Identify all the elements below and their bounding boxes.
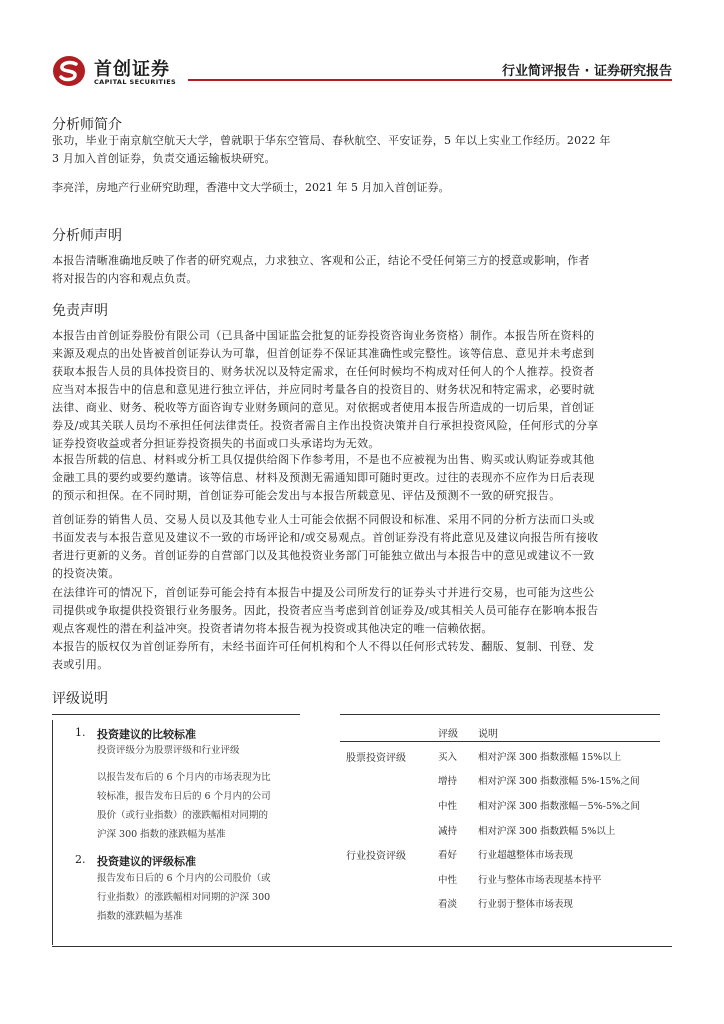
rating-cell: 看好 xyxy=(438,850,458,861)
disclaimer-line: 本报告的版权仅为首创证券所有，未经书面许可任何机构和个人不得以任何形式转发、翻版、复制、刊登、发 xyxy=(52,640,595,653)
criteria-line: 沪深 300 指数的涨跌幅为基准 xyxy=(97,829,226,840)
rating-desc-cell: 行业弱于整体市场表现 xyxy=(478,899,574,910)
industry-rating-label: 行业投资评级 xyxy=(346,851,406,862)
rating-heading: 评级说明 xyxy=(52,691,108,707)
header-divider xyxy=(188,79,672,81)
criteria-line: 以报告发布后的 6 个月内的市场表现为比 xyxy=(97,772,271,783)
criteria-item2-number: 2. xyxy=(75,853,86,866)
disclaimer-line: 表或引用。 xyxy=(52,658,109,671)
criteria-line: 行业指数）的涨跌幅相对同期的沪深 300 xyxy=(97,892,271,903)
criteria-line: 指数的涨跌幅为基准 xyxy=(97,911,183,922)
criteria-item2-text xyxy=(97,869,297,926)
criteria-item2-title: 投资建议的评级标准 xyxy=(97,855,196,868)
rating-top-rule-left xyxy=(52,714,300,715)
disclaimer-line: 的预示和担保。在不同时期，首创证券可能会发出与本报告所载意见、评估及预测不一致的研究报告。 xyxy=(52,489,561,502)
disclaimer-p2 xyxy=(52,451,672,505)
rating-desc-cell: 相对沪深 300 指数涨幅 5%-15%之间 xyxy=(478,776,640,787)
rating-cell: 看淡 xyxy=(438,899,458,910)
rating-desc-cell: 相对沪深 300 指数跌幅 5%以上 xyxy=(478,826,616,837)
rating-bottom-rule xyxy=(52,946,672,947)
disclaimer-line: 证券投资收益或者分担证券投资损失的书面或口头承诺均为无效。 xyxy=(52,437,380,450)
disclaimer-line: 者进行更新的义务。首创证券的自营部门以及其他投资业务部门可能独立做出与本报告中的意见或建议不一致 xyxy=(52,549,595,562)
disclaimer-p3 xyxy=(52,511,672,583)
stock-rating-label: 股票投资评级 xyxy=(346,753,406,764)
rating-desc-cell: 相对沪深 300 指数涨幅 15%以上 xyxy=(478,752,622,763)
logo-english-name: CAPITAL SECURITIES xyxy=(94,78,177,86)
rating-table-col-description: 说明 xyxy=(478,729,498,740)
criteria-item1-subtitle: 投资评级分为股票评级和行业评级 xyxy=(97,745,240,756)
analyst-intro-p1-line2: 3 月加入首创证券，负责交通运输板块研究。 xyxy=(52,152,276,165)
disclaimer-line: 法律、商业、财务、税收等方面咨询专业财务顾问的意见。对依据或者使用本报告所造成的一切后果，首创证 xyxy=(52,401,595,414)
rating-table-header-rule xyxy=(340,741,660,742)
logo-emblem-icon xyxy=(52,55,86,87)
logo-chinese-name: 首创证券 xyxy=(94,59,170,80)
analyst-statement-text xyxy=(52,252,672,288)
rating-cell: 减持 xyxy=(438,826,458,837)
disclaimer-line: 应当对本报告中的信息和意见进行独立评估，并应同时考量各自的投资目的、财务状况和特定需求，必要时就 xyxy=(52,383,595,396)
rating-cell: 增持 xyxy=(438,776,458,787)
disclaimer-line: 获取本报告人员的具体投资目的、财务状况以及特定需求，在任何时候均不构成对任何人的个人推荐。投资者 xyxy=(52,365,595,378)
criteria-line: 报告发布日后的 6 个月内的公司股价（或 xyxy=(97,873,271,884)
criteria-line: 股价（或行业指数）的涨跌幅相对同期的 xyxy=(97,810,269,821)
rating-cell: 中性 xyxy=(438,801,458,812)
analyst-statement-line1: 本报告清晰准确地反映了作者的研究观点，力求独立、客观和公正，结论不受任何第三方的授意或影响，作者 xyxy=(52,254,590,267)
disclaimer-line: 本报告所载的信息、材料或分析工具仅提供给阁下作参考用，不是也不应被视为出售、购买或认购证券或其他 xyxy=(52,453,595,466)
company-logo xyxy=(52,53,192,89)
disclaimer-p1 xyxy=(52,327,672,453)
report-type-title: 行业简评报告 · 证券研究报告 xyxy=(502,64,672,79)
disclaimer-line: 的投资决策。 xyxy=(52,567,120,580)
disclaimer-line: 在法律许可的情况下，首创证券可能会持有本报告中提及公司所发行的证券头寸并进行交易，也可能为这些公 xyxy=(52,586,595,599)
disclaimer-line: 观点客观性的潜在利益冲突。投资者请勿将本报告视为投资或其他决定的唯一信赖依据。 xyxy=(52,622,493,635)
criteria-line: 较标准，报告发布日后的 6 个月内的公司 xyxy=(97,791,271,802)
disclaimer-line: 金融工具的要约或要约邀请。该等信息、材料及预测无需通知即可随时更改。过往的表现亦不应作为日后表现 xyxy=(52,471,595,484)
disclaimer-line: 首创证券的销售人员、交易人员以及其他专业人士可能会依据不同假设和标准、采用不同的分析方法而口头或 xyxy=(52,513,595,526)
disclaimer-line: 本报告由首创证券股份有限公司（已具备中国证监会批复的证券投资咨询业务资格）制作。本报告所在资料的 xyxy=(52,329,595,342)
rating-desc-cell: 相对沪深 300 指数涨幅－5%-5%之间 xyxy=(478,801,641,812)
disclaimer-line: 券及/或其关联人员均不承担任何法律责任。投资者需自主作出投资决策并自行承担投资风险，任何形式的分享 xyxy=(52,419,599,432)
disclaimer-line: 来源及观点的出处皆被首创证券认为可靠，但首创证券不保证其准确性或完整性。该等信息、意见并未考虑到 xyxy=(52,347,595,360)
disclaimer-p5 xyxy=(52,638,672,674)
disclaimer-heading: 免责声明 xyxy=(52,303,108,319)
analyst-statement-line2: 将对报告的内容和观点负责。 xyxy=(52,272,198,285)
disclaimer-line: 书面发表与本报告意见及建议不一致的市场评论和/或交易观点。首创证券没有将此意见及建议向报告所有接收 xyxy=(52,531,599,544)
analyst-intro-p1-line1: 张功，毕业于南京航空航天大学，曾就职于华东空管局、春秋航空、平安证券，5 年以上实业工作经历。2022 年 xyxy=(52,134,611,147)
rating-cell: 买入 xyxy=(438,752,458,763)
criteria-item1-text xyxy=(97,768,297,844)
analyst-intro-p2: 李亮洋，房地产行业研究助理，香港中文大学硕士，2021 年 5 月加入首创证券。 xyxy=(52,181,450,194)
rating-criteria-column xyxy=(52,720,303,945)
analyst-intro-p1 xyxy=(52,132,672,168)
analyst-statement-heading: 分析师声明 xyxy=(52,228,122,244)
criteria-item1-number: 1. xyxy=(75,726,86,739)
rating-desc-cell: 行业超越整体市场表现 xyxy=(478,850,574,861)
rating-top-rule-right xyxy=(340,714,660,715)
rating-cell: 中性 xyxy=(438,875,458,886)
analyst-intro-heading: 分析师简介 xyxy=(52,117,122,133)
disclaimer-line: 司提供或争取提供投资银行业务服务。因此，投资者应当考虑到首创证券及/或其相关人员可能存在影响本报告 xyxy=(52,604,599,617)
rating-table-col-rating: 评级 xyxy=(438,729,458,740)
disclaimer-p4 xyxy=(52,584,672,638)
criteria-item1-title: 投资建议的比较标准 xyxy=(97,728,196,741)
rating-desc-cell: 行业与整体市场表现基本持平 xyxy=(478,875,602,886)
